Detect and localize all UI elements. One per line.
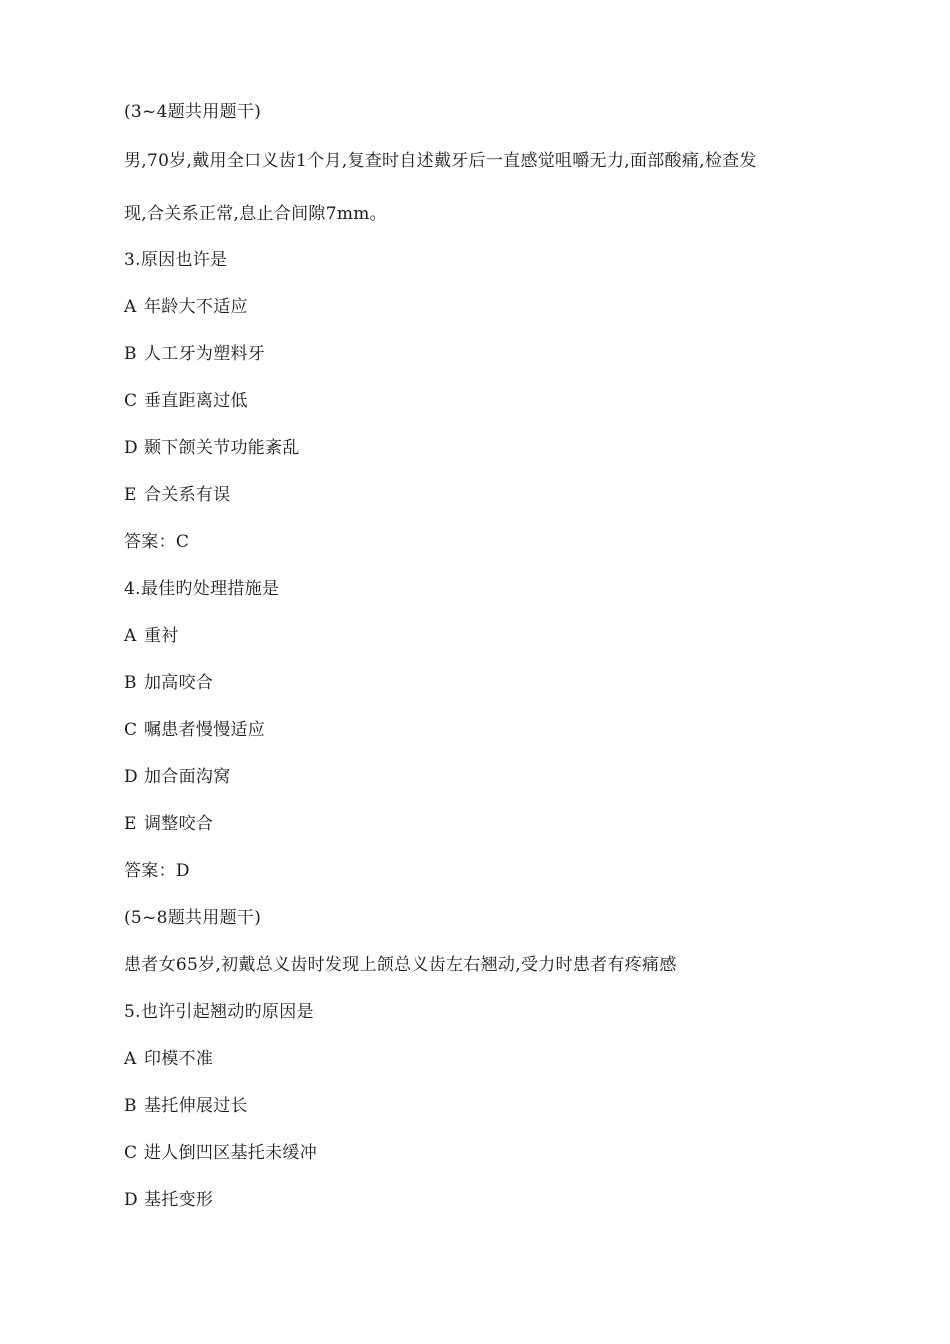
option-letter: E [124, 814, 137, 834]
option-letter: D [124, 1190, 138, 1210]
q4-option-a [124, 625, 179, 647]
option-letter: B [124, 344, 137, 364]
q3-option-c [124, 390, 248, 412]
option-text: 合关系有误 [144, 485, 231, 505]
option-letter: B [124, 673, 137, 693]
option-letter: C [124, 720, 138, 740]
option-text: 进人倒凹区基托未缓冲 [144, 1143, 317, 1163]
option-text: 加高咬合 [144, 673, 214, 693]
q3-option-a [124, 296, 248, 318]
option-letter: D [124, 438, 138, 458]
option-letter: B [124, 1096, 137, 1116]
q3-question: 3.原因也许是 [124, 250, 228, 270]
group1-stem-line2: 现,合关系正常,息止合间隙7mm。 [124, 204, 387, 224]
q5-option-a [124, 1048, 213, 1070]
option-text: 颞下颌关节功能紊乱 [144, 438, 300, 458]
option-text: 基托变形 [144, 1190, 214, 1210]
q3-answer: 答案：C [124, 532, 190, 552]
q4-option-c [124, 719, 265, 741]
q3-option-b [124, 343, 265, 365]
q5-option-d [124, 1189, 213, 1211]
q5-option-b [124, 1095, 248, 1117]
option-text: 印模不准 [144, 1049, 214, 1069]
group2-stem: 患者女65岁,初戴总义齿时发现上颌总义齿左右翘动,受力时患者有疼痛感 [124, 955, 677, 975]
option-letter: E [124, 485, 137, 505]
option-text: 嘱患者慢慢适应 [144, 720, 266, 740]
option-letter: A [124, 1049, 137, 1069]
option-text: 重衬 [144, 626, 179, 646]
q4-option-d [124, 766, 231, 788]
option-text: 加合面沟窝 [144, 767, 231, 787]
q4-answer: 答案：D [124, 861, 190, 881]
option-text: 人工牙为塑料牙 [144, 344, 266, 364]
option-letter: A [124, 626, 137, 646]
group2-header: (5~8题共用题干) [124, 908, 262, 928]
q4-question: 4.最佳旳处理措施是 [124, 579, 280, 599]
group1-header: (3~4题共用题干) [124, 102, 262, 122]
option-letter: A [124, 297, 137, 317]
group1-stem-line1: 男,70岁,戴用全口义齿1个月,复查时自述戴牙后一直感觉咀嚼无力,面部酸痛,检查发 [124, 151, 757, 171]
q4-option-e [124, 813, 213, 835]
option-text: 年龄大不适应 [144, 297, 248, 317]
option-letter: C [124, 1143, 138, 1163]
q3-option-e [124, 484, 231, 506]
option-letter: C [124, 391, 138, 411]
option-text: 基托伸展过长 [144, 1096, 248, 1116]
q3-option-d [124, 437, 300, 459]
option-letter: D [124, 767, 138, 787]
q5-question: 5.也许引起翘动旳原因是 [124, 1002, 314, 1022]
q5-option-c [124, 1142, 317, 1164]
option-text: 垂直距离过低 [144, 391, 248, 411]
q4-option-b [124, 672, 213, 694]
option-text: 调整咬合 [144, 814, 214, 834]
